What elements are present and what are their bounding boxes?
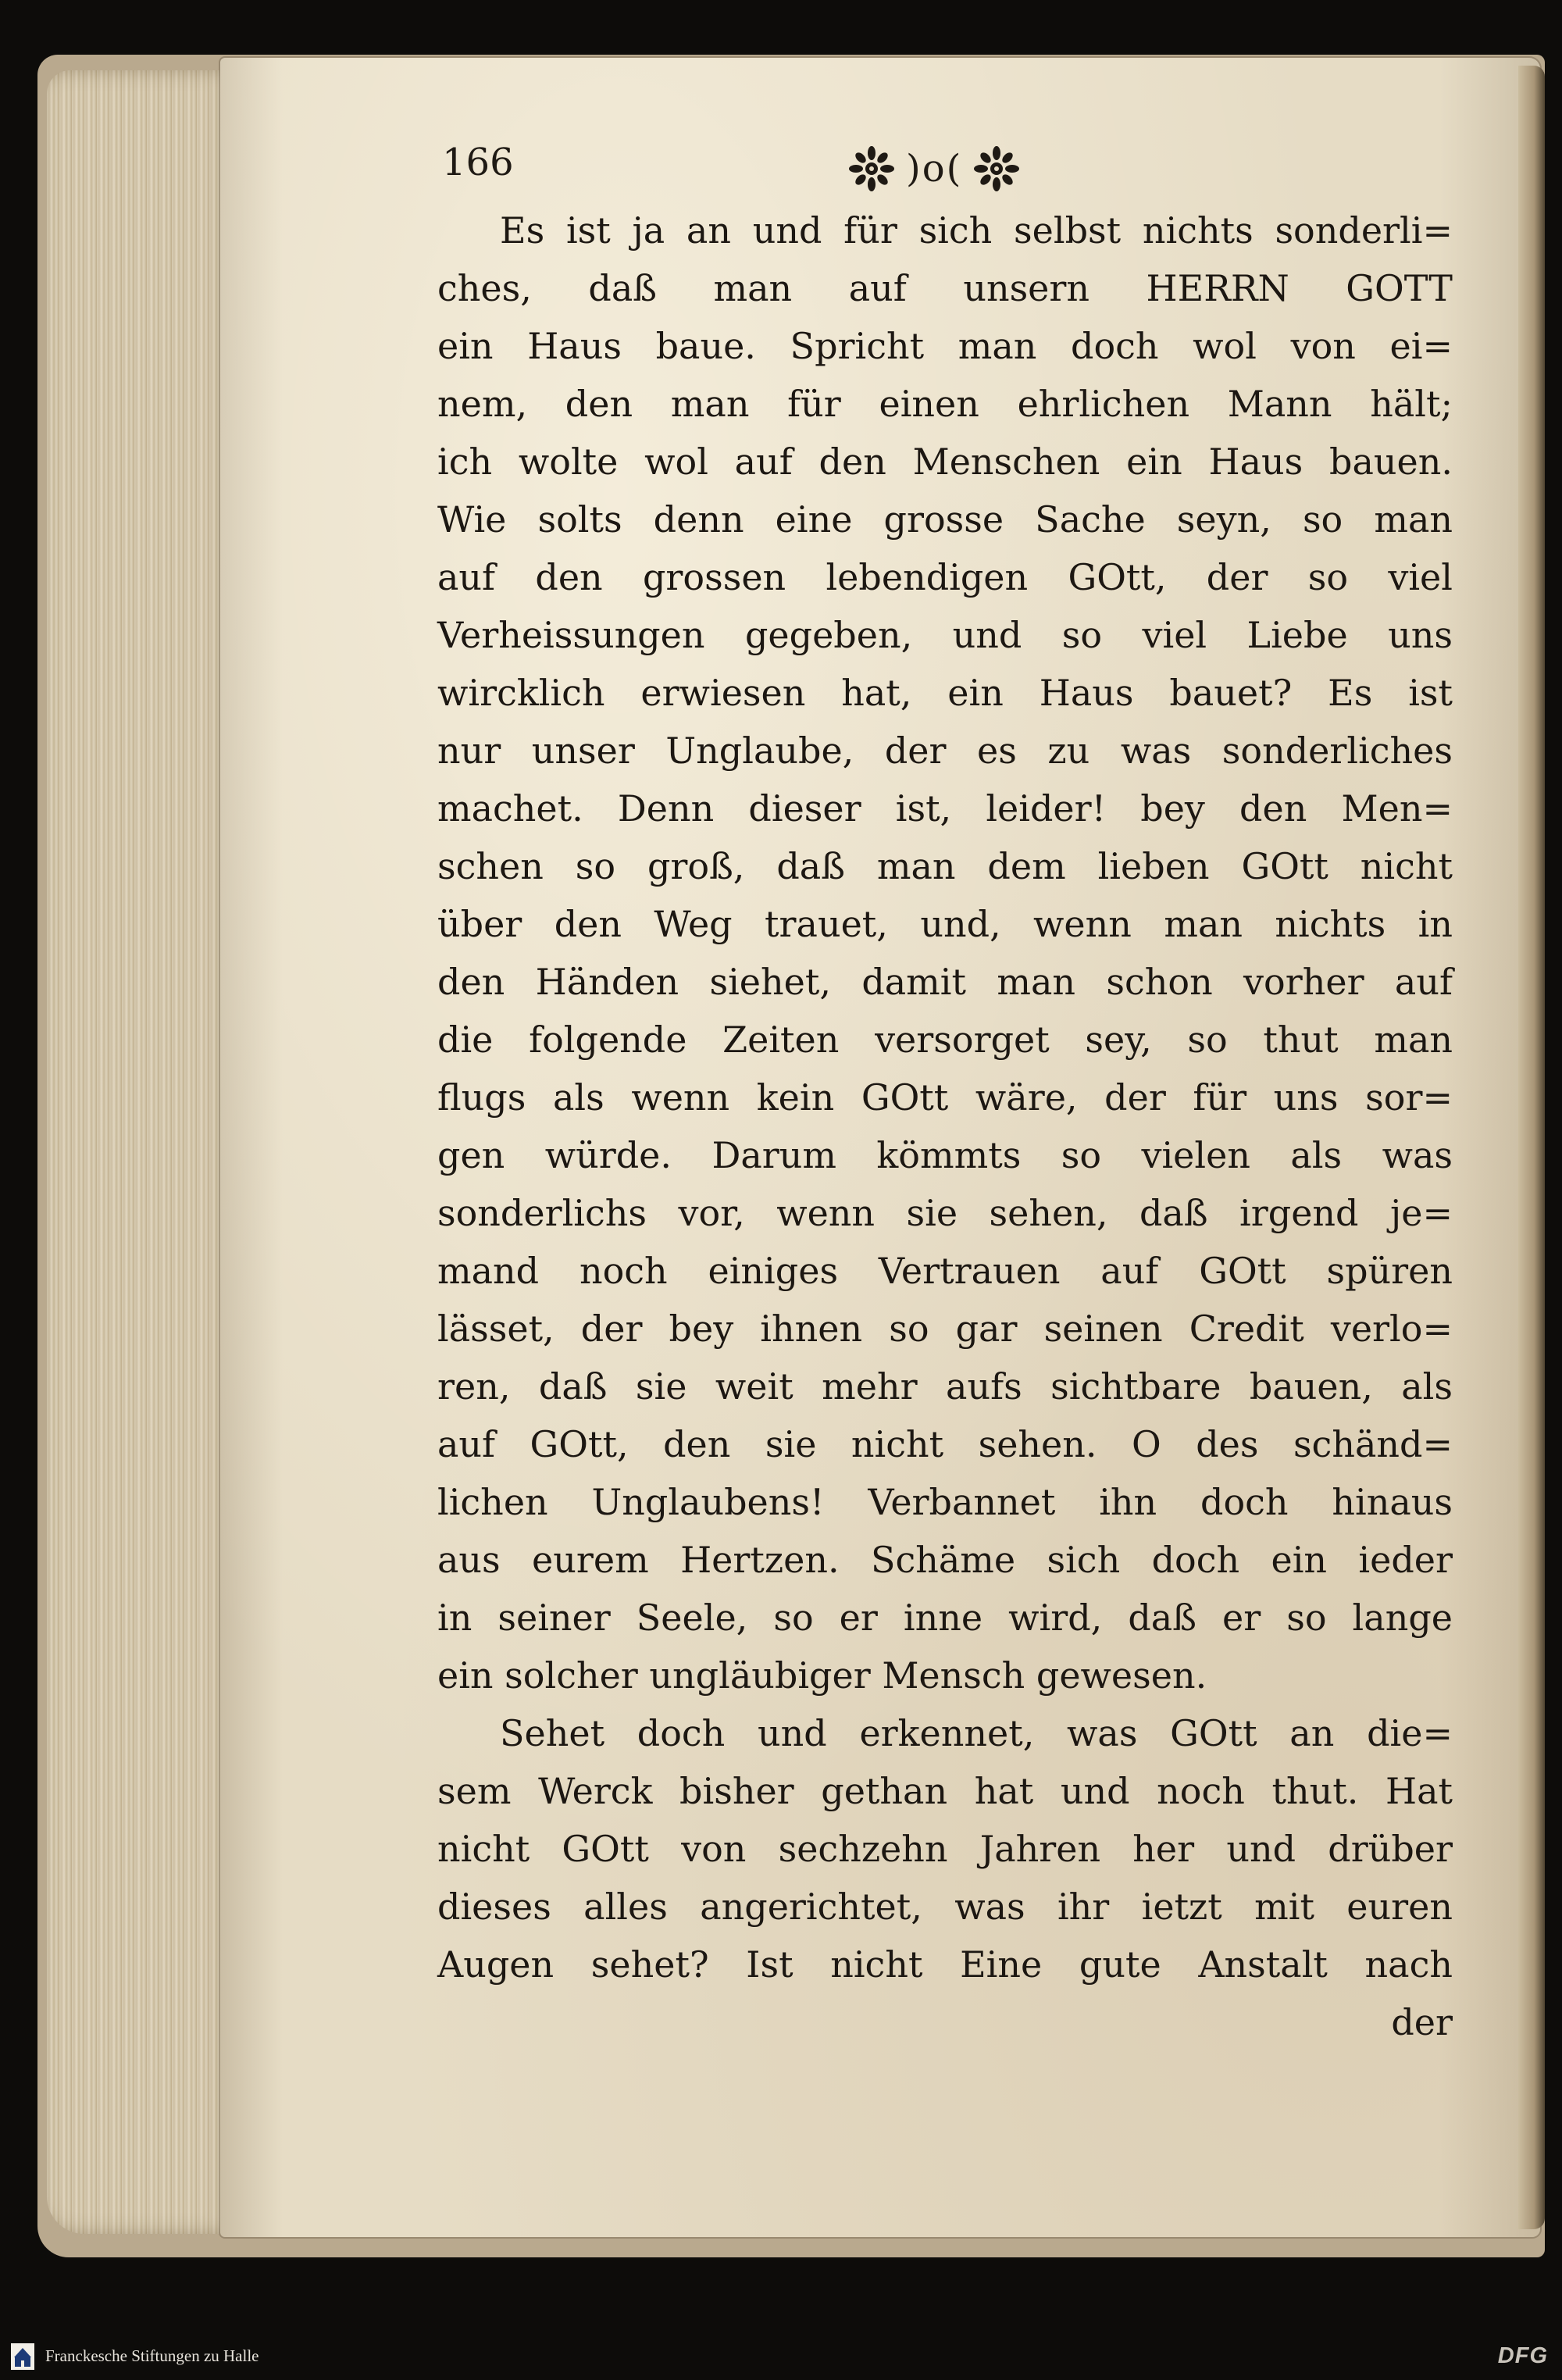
text-line: auf den grossen lebendigen GOtt, der so viel <box>437 556 1453 598</box>
text-line: nicht GOtt von sechzehn Jahren her und drüber <box>437 1828 1453 1870</box>
flower-ornament-icon <box>848 145 895 192</box>
text-line: ren, daß sie weit mehr aufs sichtbare bauen, als <box>437 1365 1453 1408</box>
text-line: Augen sehet? Ist nicht Eine gute Anstalt nach <box>437 1943 1453 1986</box>
text-line: sem Werck bisher gethan hat und noch thut. Hat <box>437 1770 1453 1812</box>
text-line: den Händen siehet, damit man schon vorher auf <box>437 961 1453 1003</box>
text-line: ich wolte wol auf den Menschen ein Haus bauen. <box>437 441 1453 483</box>
catchword: der <box>1391 2001 1453 2043</box>
header-ornament-text: )o( <box>906 147 963 191</box>
text-line: in seiner Seele, so er inne wird, daß er so lange <box>437 1597 1453 1639</box>
text-line: nem, den man für einen ehrlichen Mann hält; <box>437 383 1453 425</box>
library-logo-icon <box>11 2343 34 2370</box>
page-gutter <box>1518 66 1545 2229</box>
text-line: gen würde. Darum kömmts so vielen als was <box>437 1134 1453 1176</box>
text-line: auf GOtt, den sie nicht sehen. O des schänd= <box>437 1423 1453 1465</box>
flower-ornament-icon <box>973 145 1020 192</box>
text-line: lässet, der bey ihnen so gar seinen Credit verlo= <box>437 1308 1453 1350</box>
text-line: Es ist ja an und für sich selbst nichts sonderli= <box>500 209 1453 252</box>
text-line: nur unser Unglaube, der es zu was sonderliches <box>437 730 1453 772</box>
text-line: Verheissungen gegeben, und so viel Liebe uns <box>437 614 1453 656</box>
text-line: ein solcher ungläubiger Mensch gewesen. <box>437 1654 1207 1697</box>
text-line: Wie solts denn eine grosse Sache seyn, so man <box>437 498 1453 541</box>
text-line: lichen Unglaubens! Verbannet ihn doch hinaus <box>437 1481 1453 1523</box>
text-line: dieses alles angerichtet, was ihr ietzt mit euren <box>437 1886 1453 1928</box>
dfg-logo: DFG <box>1497 2343 1548 2368</box>
text-line: flugs als wenn kein GOtt wäre, der für uns sor= <box>437 1076 1453 1119</box>
page-header <box>442 141 1473 211</box>
text-line: die folgende Zeiten versorget sey, so thut man <box>437 1019 1453 1061</box>
header-ornament <box>848 137 1020 200</box>
text-line: Sehet doch und erkennet, was GOtt an die= <box>500 1712 1453 1754</box>
book-fore-edge <box>47 70 234 2234</box>
library-name: Franckesche Stiftungen zu Halle <box>45 2346 259 2365</box>
text-line: machet. Denn dieser ist, leider! bey den Men= <box>437 787 1453 830</box>
text-line: ches, daß man auf unsern HERRN GOTT <box>437 267 1453 309</box>
footer-bar <box>0 2332 1562 2380</box>
text-line: aus eurem Hertzen. Schäme sich doch ein ieder <box>437 1539 1453 1581</box>
page-number: 166 <box>442 141 514 184</box>
text-line: mand noch einiges Vertrauen auf GOtt spüren <box>437 1250 1453 1292</box>
text-line: schen so groß, daß man dem lieben GOtt nicht <box>437 845 1453 887</box>
text-line: über den Weg trauet, und, wenn man nichts in <box>437 903 1453 945</box>
body-text <box>437 202 1453 2051</box>
text-line: ein Haus baue. Spricht man doch wol von ei= <box>437 325 1453 367</box>
text-line: wircklich erwiesen hat, ein Haus bauet? Es ist <box>437 672 1453 714</box>
text-line: sonderlichs vor, wenn sie sehen, daß irgend je= <box>437 1192 1453 1234</box>
